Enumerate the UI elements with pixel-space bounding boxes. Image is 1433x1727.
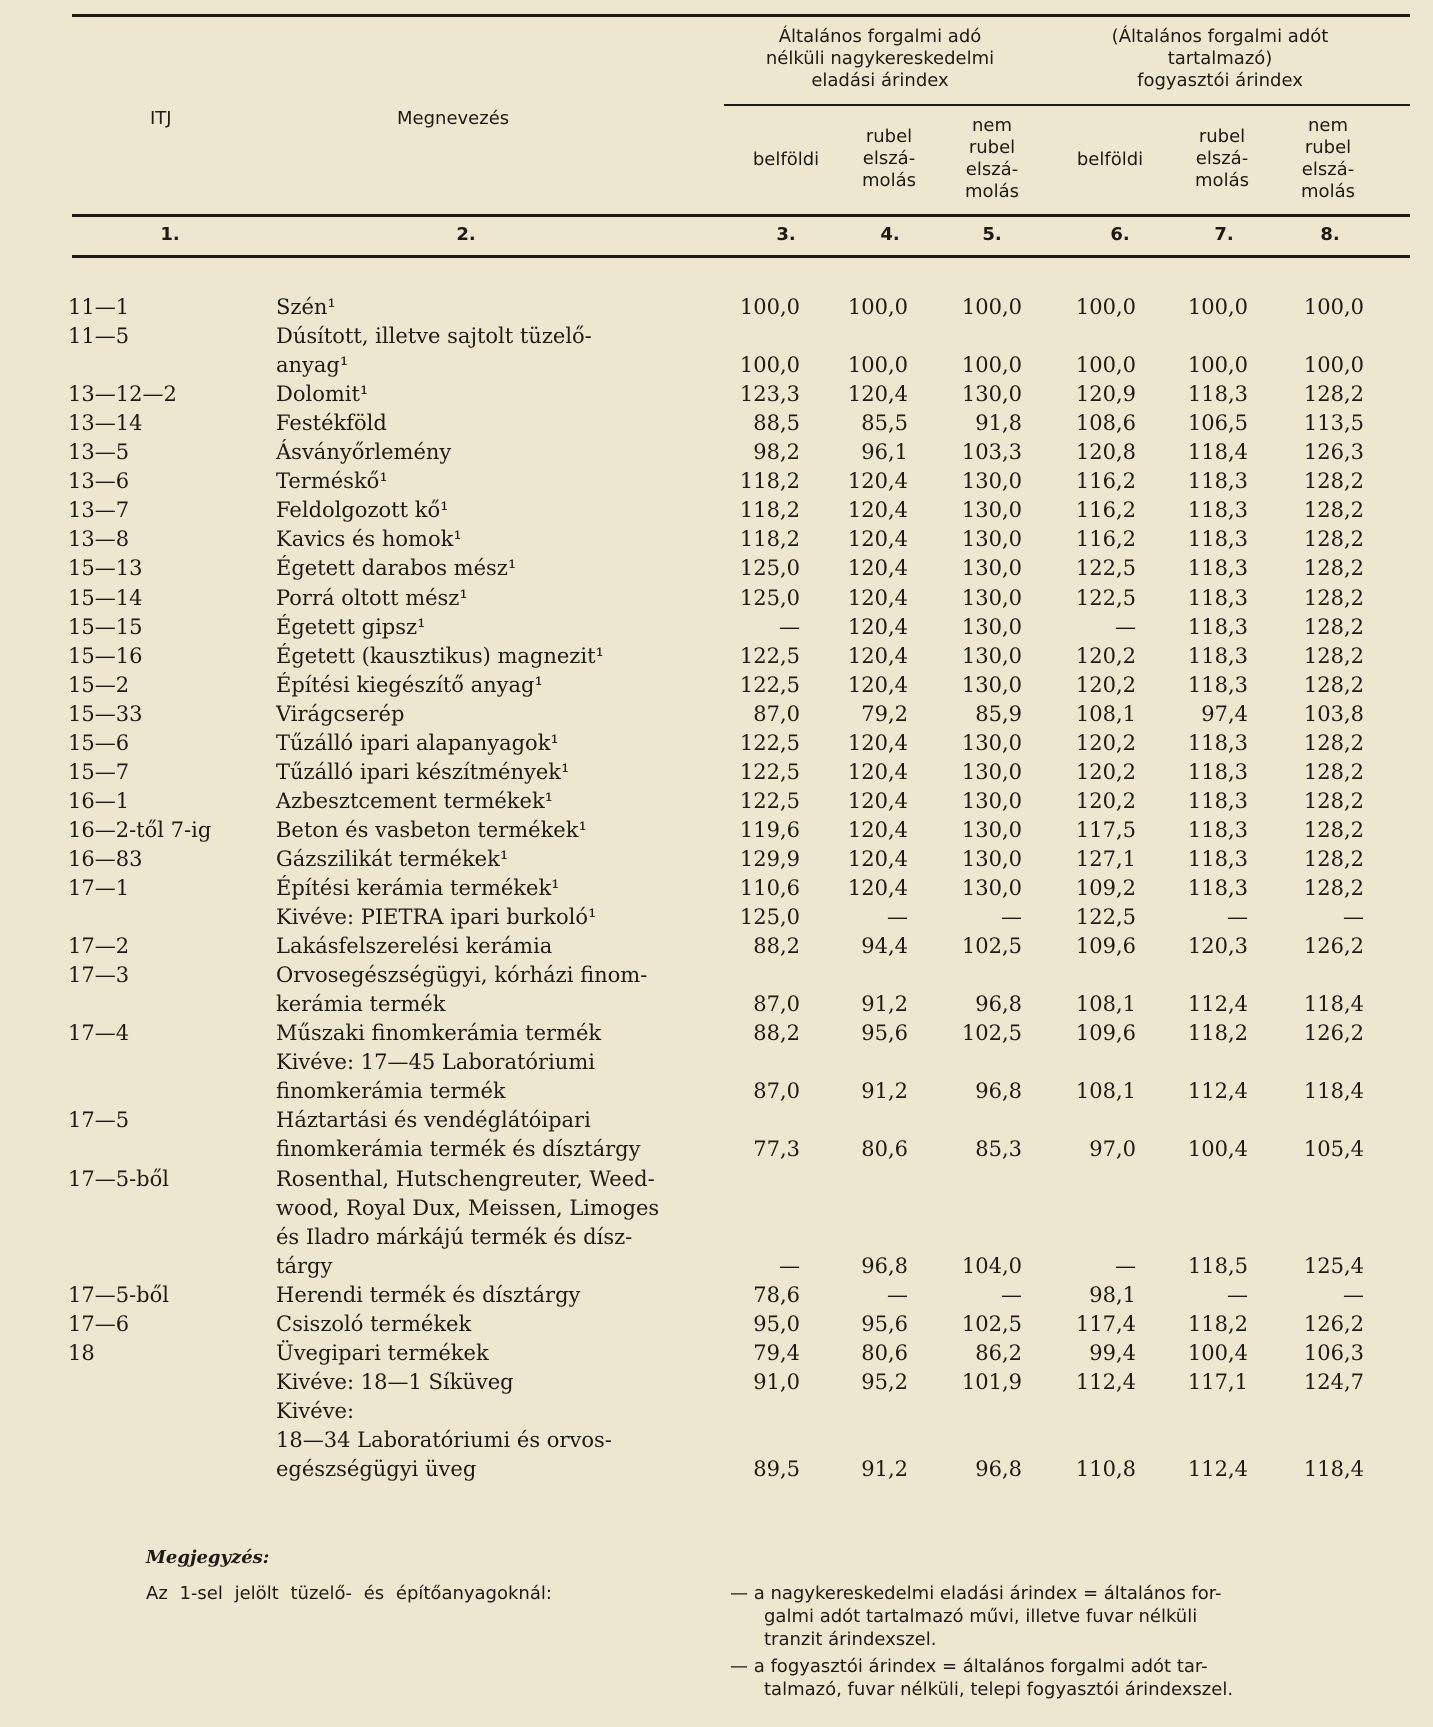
row-value-col3: 88,2 (753, 934, 800, 959)
row-name: kerámia termék (276, 992, 446, 1017)
row-value-col5: 130,0 (961, 788, 1022, 813)
colnum-1: 1. (160, 224, 180, 245)
row-value-col4: 80,6 (861, 1137, 908, 1162)
row-name: Kivéve: (276, 1398, 355, 1423)
row-itj: 17—2 (68, 934, 130, 959)
row-value-col7: 118,3 (1187, 817, 1248, 842)
row-value-col3: 119,6 (739, 817, 800, 842)
row-value-col4: 85,5 (861, 411, 908, 436)
row-value-col8: — (1343, 1282, 1364, 1307)
row-name: Azbesztcement termékek¹ (276, 788, 554, 813)
row-value-col6: 100,0 (1075, 295, 1136, 319)
row-value-col3: 87,0 (753, 701, 800, 726)
row-name: Dolomit¹ (276, 382, 369, 407)
row-itj: 15—6 (68, 730, 130, 755)
row-value-col4: 120,4 (847, 672, 908, 697)
row-name: wood, Royal Dux, Meissen, Limoges (276, 1195, 660, 1220)
row-name: Kivéve: PIETRA ipari burkoló¹ (276, 905, 597, 930)
row-value-col5: 130,0 (961, 498, 1022, 523)
row-name: Dúsított, illetve sajtolt tüzelő- (276, 324, 592, 349)
row-value-col3: 122,5 (739, 672, 800, 697)
row-name: Üvegipari termékek (276, 1340, 489, 1365)
row-value-col6: 108,1 (1075, 1079, 1136, 1104)
row-value-col8: 128,2 (1303, 382, 1364, 407)
row-value-col3: 100,0 (739, 353, 800, 378)
row-value-col3: 95,0 (753, 1311, 800, 1336)
row-itj: 15—16 (68, 643, 143, 668)
row-value-col4: 95,6 (861, 1311, 908, 1336)
colnum-5: 5. (982, 224, 1002, 245)
row-value-col5: 130,0 (961, 382, 1022, 407)
row-value-col8: 103,8 (1303, 701, 1364, 726)
row-value-col8: 128,2 (1303, 556, 1364, 581)
row-itj: 15—15 (68, 614, 143, 639)
header-name: Megnevezés (397, 108, 510, 129)
row-value-col6: 122,5 (1075, 905, 1136, 930)
row-value-col4: — (887, 1282, 908, 1307)
row-value-col4: 91,2 (861, 1079, 908, 1104)
row-value-col8: 128,2 (1303, 817, 1364, 842)
row-itj: 17—5 (68, 1108, 130, 1133)
row-value-col7: 118,3 (1187, 730, 1248, 755)
row-value-col3: 88,5 (753, 411, 800, 436)
row-value-col3: 125,0 (739, 585, 800, 610)
row-value-col3: 87,0 (753, 1079, 800, 1104)
row-value-col8: 105,4 (1303, 1137, 1364, 1162)
row-value-col5: 91,8 (975, 411, 1022, 436)
row-value-col4: 80,6 (861, 1340, 908, 1365)
row-name: Égetett darabos mész¹ (276, 556, 517, 581)
row-itj: 17—4 (68, 1021, 130, 1046)
row-value-col4: 100,0 (847, 295, 908, 319)
row-name: Kavics és homok¹ (276, 527, 462, 552)
row-itj: 17—5-ből (68, 1282, 169, 1307)
row-value-col4: 91,2 (861, 1457, 908, 1481)
row-name: Tűzálló ipari készítmények¹ (276, 759, 570, 784)
row-value-col5: 130,0 (961, 556, 1022, 581)
row-name: egészségügyi üveg (276, 1457, 477, 1481)
row-name: finomkerámia termék (276, 1079, 506, 1104)
row-value-col7: 118,3 (1187, 585, 1248, 610)
row-value-col6: 120,9 (1075, 382, 1136, 407)
row-value-col5: 130,0 (961, 643, 1022, 668)
header-rubel-2: rubel elszá- molás (1195, 126, 1249, 191)
row-value-col5: 130,0 (961, 759, 1022, 784)
note-lead: Az 1-sel jelölt tüzelő- és építőanyagoknál: (146, 1583, 552, 1604)
row-value-col7: 118,3 (1187, 556, 1248, 581)
row-value-col6: 110,8 (1075, 1457, 1136, 1481)
row-value-col5: — (1001, 1282, 1022, 1307)
row-value-col7: 106,5 (1187, 411, 1248, 436)
row-value-col3: 122,5 (739, 643, 800, 668)
row-value-col7: 118,3 (1187, 759, 1248, 784)
row-value-col7: 118,2 (1187, 1021, 1248, 1046)
row-value-col5: 102,5 (961, 1311, 1022, 1336)
row-value-col5: 96,8 (975, 1079, 1022, 1104)
row-value-col8: 128,2 (1303, 730, 1364, 755)
row-value-col5: 103,3 (961, 440, 1022, 465)
row-value-col7: 118,3 (1187, 643, 1248, 668)
header-group-consumer: (Általános forgalmi adót tartalmazó) fogyasztói árindex (1111, 26, 1329, 91)
row-value-col8: 128,2 (1303, 643, 1364, 668)
row-value-col7: 118,3 (1187, 527, 1248, 552)
row-value-col3: 78,6 (753, 1282, 800, 1307)
row-value-col4: 120,4 (847, 556, 908, 581)
row-value-col6: 120,2 (1075, 788, 1136, 813)
row-value-col3: 100,0 (739, 295, 800, 319)
row-value-col8: 118,4 (1303, 1457, 1364, 1481)
row-name: Herendi termék és dísztárgy (276, 1282, 581, 1307)
header-rule (72, 214, 1410, 217)
row-value-col3: 77,3 (753, 1137, 800, 1162)
row-value-col7: — (1227, 905, 1248, 930)
row-value-col4: 79,2 (861, 701, 908, 726)
row-name: és Iladro márkájú termék és dísz- (276, 1224, 633, 1249)
row-value-col8: 128,2 (1303, 469, 1364, 494)
row-value-col4: 120,4 (847, 585, 908, 610)
row-value-col4: 94,4 (861, 934, 908, 959)
row-name: Háztartási és vendéglátóipari (276, 1108, 591, 1133)
row-value-col5: 86,2 (975, 1340, 1022, 1365)
header-rule-2 (72, 255, 1410, 258)
row-value-col8: 100,0 (1303, 353, 1364, 378)
row-itj: 13—8 (68, 527, 130, 552)
row-value-col7: 118,3 (1187, 469, 1248, 494)
row-name: Építési kerámia termékek¹ (276, 876, 560, 900)
row-value-col7: 112,4 (1187, 992, 1248, 1017)
row-value-col6: 100,0 (1075, 353, 1136, 378)
row-value-col4: 95,6 (861, 1021, 908, 1046)
row-value-col7: 100,0 (1187, 295, 1248, 319)
row-value-col6: 127,1 (1075, 846, 1136, 871)
row-name: Virágcserép (276, 701, 405, 726)
row-name: Tűzálló ipari alapanyagok¹ (276, 730, 559, 755)
row-itj: 17—6 (68, 1311, 130, 1336)
row-name: Orvosegészségügyi, kórházi finom- (276, 963, 648, 988)
row-itj: 13—5 (68, 440, 130, 465)
row-value-col6: 120,8 (1075, 440, 1136, 465)
note-item-1: — a nagykereskedelmi eladási árindex = általános for- galmi adót tartalmazó művi, illetve fuvar nélküli tranzit árindexszel. (730, 1583, 1222, 1650)
row-value-col8: 125,4 (1303, 1253, 1364, 1278)
row-value-col7: 118,3 (1187, 846, 1248, 871)
row-value-col6: 97,0 (1089, 1137, 1136, 1162)
top-rule (72, 14, 1410, 17)
row-itj: 17—1 (68, 876, 130, 900)
row-value-col7: 97,4 (1201, 701, 1248, 726)
row-value-col4: 120,4 (847, 382, 908, 407)
row-value-col7: 112,4 (1187, 1457, 1248, 1481)
row-value-col3: — (779, 1253, 800, 1278)
row-value-col5: 130,0 (961, 585, 1022, 610)
row-value-col6: 116,2 (1075, 527, 1136, 552)
header-group-wholesale: Általános forgalmi adó nélküli nagykereskedelmi eladási árindex (765, 26, 995, 91)
row-name: Szén¹ (276, 295, 336, 319)
row-value-col4: 120,4 (847, 846, 908, 871)
row-value-col6: 98,1 (1089, 1282, 1136, 1307)
row-value-col3: 88,2 (753, 1021, 800, 1046)
row-value-col8: 126,3 (1303, 440, 1364, 465)
row-value-col7: 118,3 (1187, 614, 1248, 639)
row-itj: 16—83 (68, 846, 143, 871)
row-value-col4: 120,4 (847, 730, 908, 755)
row-value-col4: 120,4 (847, 817, 908, 842)
row-value-col5: 102,5 (961, 1021, 1022, 1046)
row-name: Műszaki finomkerámia termék (276, 1021, 602, 1046)
header-nemrubel-2: nem rubel elszá- molás (1301, 115, 1355, 202)
row-value-col5: 100,0 (961, 353, 1022, 378)
row-value-col3: 122,5 (739, 788, 800, 813)
row-value-col4: 91,2 (861, 992, 908, 1017)
row-name: Porrá oltott mész¹ (276, 585, 468, 610)
row-value-col5: 130,0 (961, 614, 1022, 639)
row-name: Terméskő¹ (276, 469, 388, 494)
row-value-col4: 120,4 (847, 759, 908, 784)
row-value-col6: 112,4 (1075, 1369, 1136, 1394)
row-name: Kivéve: 18—1 Síküveg (276, 1369, 514, 1394)
row-value-col3: 118,2 (739, 498, 800, 523)
row-value-col5: 85,3 (975, 1137, 1022, 1162)
row-value-col8: 126,2 (1303, 1311, 1364, 1336)
row-value-col4: — (887, 905, 908, 930)
row-value-col6: 120,2 (1075, 672, 1136, 697)
row-value-col8: 100,0 (1303, 295, 1364, 319)
row-value-col6: — (1115, 1253, 1136, 1278)
row-value-col3: 118,2 (739, 469, 800, 494)
colnum-6: 6. (1110, 224, 1130, 245)
row-value-col6: 117,5 (1075, 817, 1136, 842)
row-value-col6: 108,1 (1075, 701, 1136, 726)
row-name: Építési kiegészítő anyag¹ (276, 672, 543, 697)
row-value-col3: 91,0 (753, 1369, 800, 1394)
row-value-col5: 130,0 (961, 846, 1022, 871)
row-value-col4: 96,1 (861, 440, 908, 465)
row-value-col4: 120,4 (847, 527, 908, 552)
row-value-col4: 120,4 (847, 876, 908, 900)
row-value-col3: 122,5 (739, 730, 800, 755)
row-name: Feldolgozott kő¹ (276, 498, 449, 523)
row-itj: 13—14 (68, 411, 143, 436)
row-value-col6: 109,2 (1075, 876, 1136, 900)
row-value-col7: 118,3 (1187, 788, 1248, 813)
row-value-col4: 120,4 (847, 614, 908, 639)
row-value-col6: 99,4 (1089, 1340, 1136, 1365)
row-value-col5: 130,0 (961, 527, 1022, 552)
row-name: Kivéve: 17—45 Laboratóriumi (276, 1050, 595, 1075)
row-value-col4: 120,4 (847, 788, 908, 813)
row-value-col3: 123,3 (739, 382, 800, 407)
row-itj: 15—14 (68, 585, 143, 610)
row-value-col7: 118,3 (1187, 672, 1248, 697)
row-value-col7: 120,3 (1187, 934, 1248, 959)
row-itj: 15—13 (68, 556, 143, 581)
row-value-col6: — (1115, 614, 1136, 639)
colnum-3: 3. (776, 224, 796, 245)
row-value-col4: 95,2 (861, 1369, 908, 1394)
note-item-2: — a fogyasztói árindex = általános forgalmi adót tar- talmazó, fuvar nélküli, telepi fogyasztói árindexszel. (730, 1656, 1234, 1700)
row-value-col4: 120,4 (847, 498, 908, 523)
header-belfoldi-2: belföldi (1076, 149, 1144, 170)
row-name: anyag¹ (276, 353, 349, 378)
row-value-col5: 102,5 (961, 934, 1022, 959)
row-value-col5: 100,0 (961, 295, 1022, 319)
row-value-col5: 104,0 (961, 1253, 1022, 1278)
row-name: 18—34 Laboratóriumi és orvos- (276, 1427, 612, 1452)
row-value-col5: 85,9 (975, 701, 1022, 726)
row-value-col7: 118,5 (1187, 1253, 1248, 1278)
row-value-col8: 128,2 (1303, 672, 1364, 697)
row-value-col8: — (1343, 905, 1364, 930)
row-value-col7: 117,1 (1187, 1369, 1248, 1394)
row-value-col5: 96,8 (975, 1457, 1022, 1481)
row-value-col5: 130,0 (961, 469, 1022, 494)
row-value-col8: 128,2 (1303, 846, 1364, 871)
row-value-col8: 128,2 (1303, 876, 1364, 900)
row-value-col5: 130,0 (961, 876, 1022, 900)
row-name: Festékföld (276, 411, 387, 436)
row-value-col6: 116,2 (1075, 469, 1136, 494)
row-value-col8: 126,2 (1303, 934, 1364, 959)
row-itj: 18 (68, 1340, 95, 1365)
row-itj: 17—3 (68, 963, 130, 988)
row-name: Csiszoló termékek (276, 1311, 472, 1336)
row-value-col6: 122,5 (1075, 556, 1136, 581)
header-rubel-1: rubel elszá- molás (862, 126, 916, 191)
row-value-col6: 122,5 (1075, 585, 1136, 610)
row-value-col8: 113,5 (1303, 411, 1364, 436)
colnum-4: 4. (880, 224, 900, 245)
row-itj: 16—2-től 7-ig (68, 817, 212, 842)
row-value-col7: 118,3 (1187, 498, 1248, 523)
row-value-col3: 98,2 (753, 440, 800, 465)
row-itj: 13—12—2 (68, 382, 177, 407)
row-value-col8: 128,2 (1303, 585, 1364, 610)
row-value-col8: 128,2 (1303, 527, 1364, 552)
row-name: finomkerámia termék és dísztárgy (276, 1137, 641, 1162)
row-value-col4: 120,4 (847, 643, 908, 668)
row-value-col6: 109,6 (1075, 1021, 1136, 1046)
row-value-col3: 122,5 (739, 759, 800, 784)
row-value-col8: 106,3 (1303, 1340, 1364, 1365)
row-itj: 11—1 (68, 295, 130, 319)
row-value-col6: 117,4 (1075, 1311, 1136, 1336)
row-value-col3: 129,9 (739, 846, 800, 871)
row-itj: 16—1 (68, 788, 130, 813)
group-rule (724, 104, 1410, 106)
header-belfoldi-1: belföldi (752, 149, 820, 170)
row-value-col5: 130,0 (961, 730, 1022, 755)
row-value-col6: 116,2 (1075, 498, 1136, 523)
row-value-col3: 125,0 (739, 905, 800, 930)
row-value-col8: 128,2 (1303, 614, 1364, 639)
row-value-col5: 130,0 (961, 672, 1022, 697)
row-itj: 13—6 (68, 469, 130, 494)
row-value-col7: 100,4 (1187, 1340, 1248, 1365)
row-itj: 13—7 (68, 498, 130, 523)
colnum-2: 2. (456, 224, 476, 245)
row-value-col3: 110,6 (739, 876, 800, 900)
row-name: Lakásfelszerelési kerámia (276, 934, 553, 959)
row-value-col4: 100,0 (847, 353, 908, 378)
row-value-col5: 101,9 (961, 1369, 1022, 1394)
row-itj: 15—2 (68, 672, 130, 697)
row-value-col7: 118,2 (1187, 1311, 1248, 1336)
row-value-col6: 109,6 (1075, 934, 1136, 959)
row-value-col7: 118,4 (1187, 440, 1248, 465)
row-name: Égetett gipsz¹ (276, 614, 426, 639)
row-value-col3: 89,5 (753, 1457, 800, 1481)
header-itj: ITJ (150, 108, 172, 129)
row-value-col8: 126,2 (1303, 1021, 1364, 1046)
row-name: Ásványőrlemény (276, 440, 452, 465)
row-value-col3: 118,2 (739, 527, 800, 552)
note-title: Megjegyzés: (146, 1547, 270, 1568)
colnum-8: 8. (1320, 224, 1340, 245)
row-value-col7: 112,4 (1187, 1079, 1248, 1104)
row-value-col6: 120,2 (1075, 759, 1136, 784)
colnum-7: 7. (1214, 224, 1234, 245)
row-itj: 15—33 (68, 701, 143, 726)
row-value-col8: 128,2 (1303, 788, 1364, 813)
row-itj: 11—5 (68, 324, 130, 349)
row-value-col7: 100,0 (1187, 353, 1248, 378)
row-value-col8: 118,4 (1303, 1079, 1364, 1104)
row-value-col5: — (1001, 905, 1022, 930)
row-itj: 17—5-ből (68, 1166, 169, 1191)
row-value-col8: 128,2 (1303, 759, 1364, 784)
row-value-col8: 128,2 (1303, 498, 1364, 523)
row-value-col6: 120,2 (1075, 643, 1136, 668)
row-name: Gázszilikát termékek¹ (276, 846, 509, 871)
row-name: tárgy (276, 1253, 333, 1278)
row-value-col7: — (1227, 1282, 1248, 1307)
row-value-col7: 100,4 (1187, 1137, 1248, 1162)
row-name: Rosenthal, Hutschengreuter, Weed- (276, 1166, 655, 1191)
row-value-col6: 108,6 (1075, 411, 1136, 436)
row-value-col3: 87,0 (753, 992, 800, 1017)
row-value-col4: 96,8 (861, 1253, 908, 1278)
header-nemrubel-1: nem rubel elszá- molás (965, 115, 1019, 202)
row-value-col8: 124,7 (1303, 1369, 1364, 1394)
row-name: Égetett (kausztikus) magnezit¹ (276, 643, 604, 668)
row-value-col7: 118,3 (1187, 876, 1248, 900)
row-value-col6: 120,2 (1075, 730, 1136, 755)
row-value-col3: 125,0 (739, 556, 800, 581)
row-value-col6: 108,1 (1075, 992, 1136, 1017)
row-itj: 15—7 (68, 759, 130, 784)
row-value-col3: — (779, 614, 800, 639)
row-name: Beton és vasbeton termékek¹ (276, 817, 587, 842)
row-value-col5: 130,0 (961, 817, 1022, 842)
row-value-col4: 120,4 (847, 469, 908, 494)
row-value-col8: 118,4 (1303, 992, 1364, 1017)
row-value-col5: 96,8 (975, 992, 1022, 1017)
row-value-col7: 118,3 (1187, 382, 1248, 407)
row-value-col3: 79,4 (753, 1340, 800, 1365)
